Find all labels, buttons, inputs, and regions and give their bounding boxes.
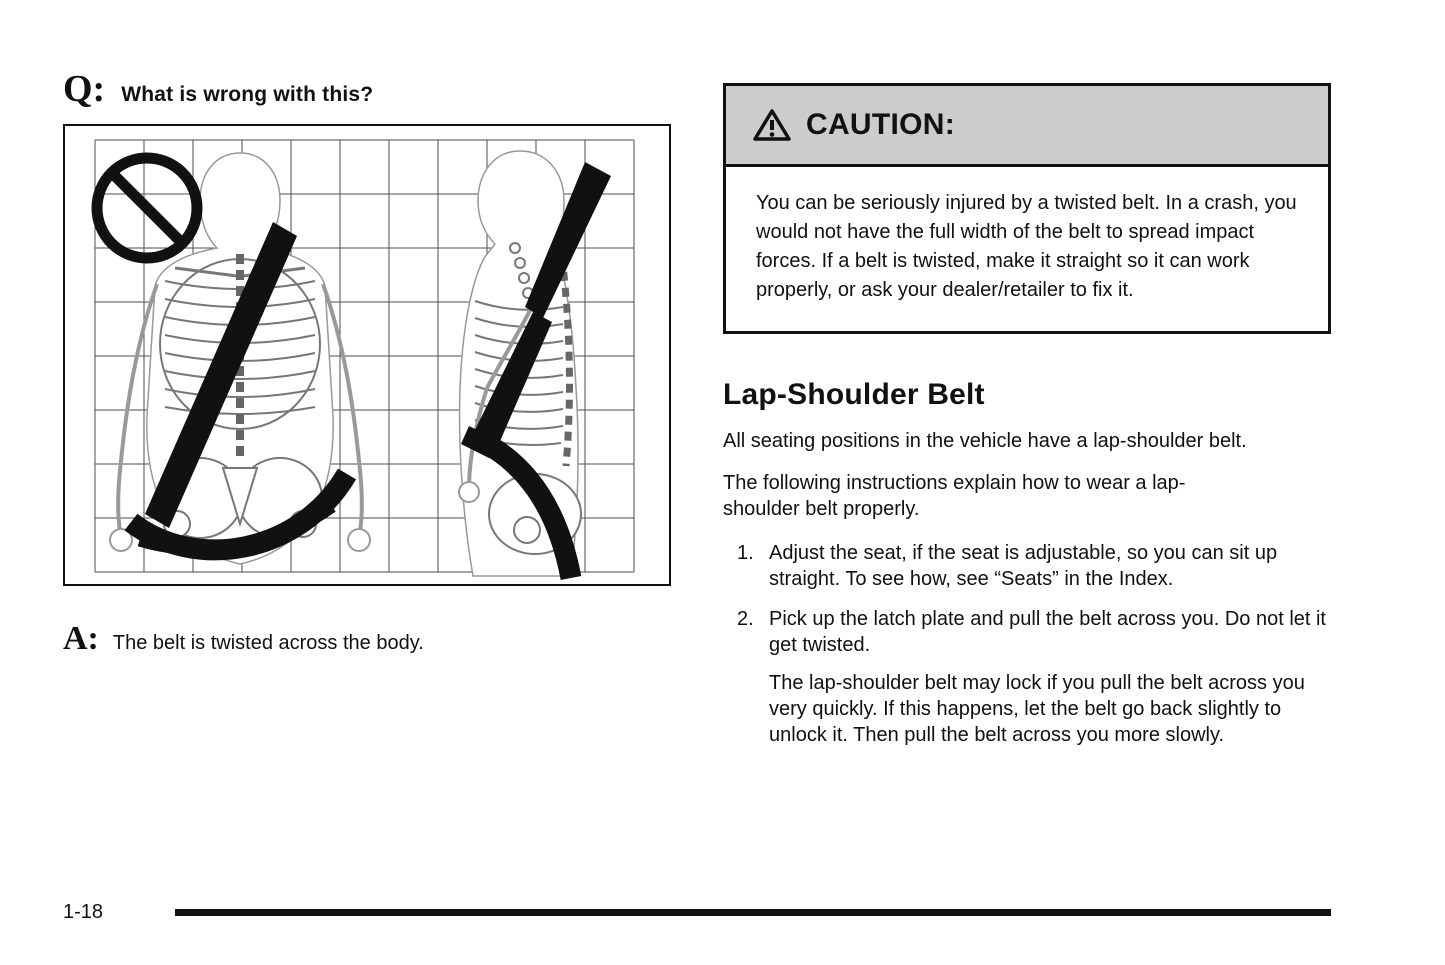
- caution-title: CAUTION:: [806, 108, 956, 141]
- caution-header: [726, 86, 1328, 167]
- question-prefix: Q:: [63, 68, 106, 110]
- section-paragraph: All seating positions in the vehicle have a lap-shoulder belt.: [723, 430, 1247, 452]
- step-note: The lap-shoulder belt may lock if you pull the belt across you very quickly. If this happens, let the belt go back slightly to unlock it. Then pull the belt across you more slowly.: [769, 672, 1305, 746]
- question-column: [63, 70, 671, 656]
- warning-triangle-icon: [752, 108, 792, 142]
- instruction-steps: [723, 540, 1331, 748]
- page-footer: [63, 901, 1331, 924]
- caution-box: [723, 83, 1331, 334]
- question-heading: [63, 70, 671, 108]
- section-title: Lap-Shoulder Belt: [723, 378, 985, 411]
- answer-text: The belt is twisted across the body.: [112, 632, 424, 654]
- prohibition-icon: [97, 158, 197, 258]
- step-number: 2.: [737, 608, 754, 630]
- step-text-main: Pick up the latch plate and pull the belt across you. Do not let it get twisted.: [769, 608, 1326, 656]
- step-text: [769, 606, 1331, 748]
- content-column: [723, 83, 1331, 762]
- belt-illustration: [65, 126, 669, 584]
- side-skeleton-figure: [459, 151, 611, 578]
- step-item: [723, 540, 1331, 592]
- answer-prefix: A:: [63, 620, 99, 657]
- section-paragraph: The following instructions explain how to wear a lap-shoulder belt properly.: [723, 472, 1186, 520]
- page-number: 1-18: [63, 901, 104, 923]
- question-text: What is wrong with this?: [121, 83, 374, 106]
- footer-rule: [175, 909, 1331, 916]
- belt-illustration-figure: [63, 124, 671, 586]
- answer-line: [63, 622, 671, 656]
- step-number: 1.: [737, 542, 754, 564]
- step-item: [723, 606, 1331, 748]
- step-text-main: Adjust the seat, if the seat is adjustable, so you can sit up straight. To see how, see “Seats” in the Index.: [769, 542, 1278, 590]
- step-text: [769, 540, 1331, 592]
- caution-body: You can be seriously injured by a twisted belt. In a crash, you would not have the full width of the belt to spread impact forces. If a belt is twisted, make it straight so it can work properly, or ask your dealer/retailer to fix it.: [756, 192, 1297, 301]
